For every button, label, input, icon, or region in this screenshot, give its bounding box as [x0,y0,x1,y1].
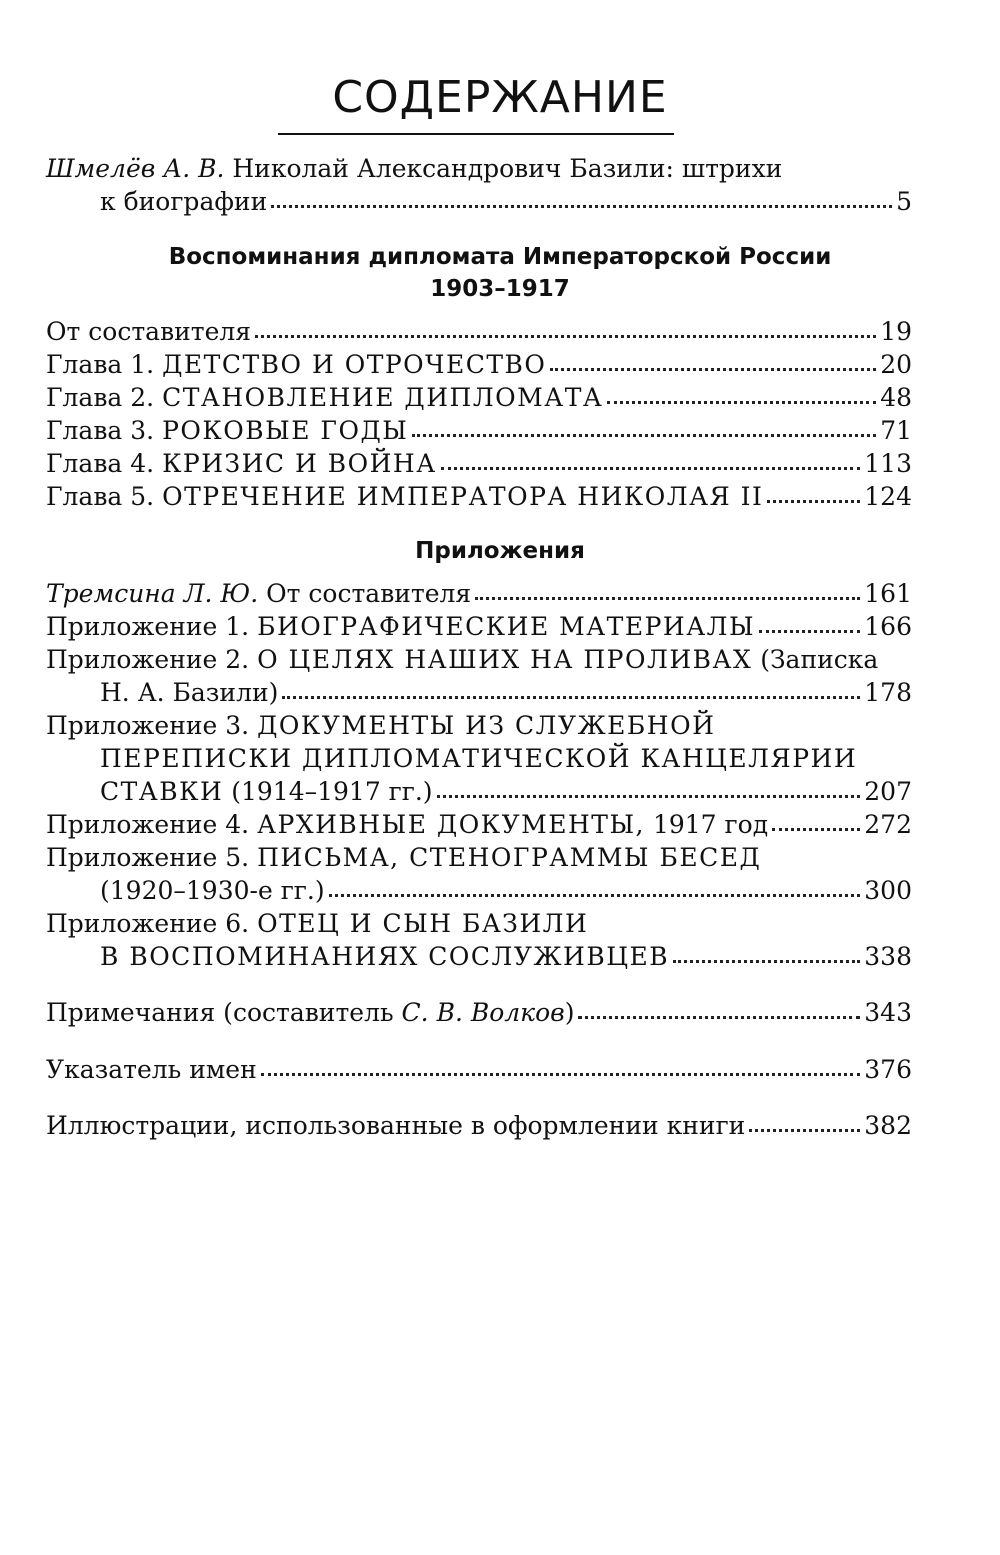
leader-dots [261,1072,861,1076]
toc-entry-appendix-3-cont [46,742,912,775]
toc-entry-chapter-1 [46,348,912,381]
toc-entry-author: Тремсина Л. Ю. [46,579,259,608]
toc-entry-page: 161 [864,579,912,608]
toc-entry-appendix-3-cont2 [46,775,912,808]
toc-entry-title-cont: ПЕРЕПИСКИ ДИПЛОМАТИЧЕСКОЙ КАНЦЕЛЯРИИ [100,744,858,773]
toc-entry-note: (Записка [760,645,879,674]
toc-entry-note: 1917 год [652,810,769,839]
leader-dots [255,334,876,338]
toc-entry-label: Глава 1. [46,350,155,379]
toc-intro-author: Шмелёв А. В. [46,154,225,183]
toc-entry-appendix-4 [46,808,912,841]
leader-dots [412,433,876,437]
toc-intro-title: Николай Александрович Базили: штрихи [232,154,783,183]
toc-entry-appendix-1 [46,610,912,643]
section-memoirs-heading [0,241,1000,305]
toc-entry-label: Глава 2. [46,383,155,412]
leader-dots [673,959,860,963]
toc-entry-title: БИОГРАФИЧЕСКИЕ МАТЕРИАЛЫ [257,612,756,641]
toc-entry-page: 178 [864,678,912,707]
leader-dots [475,596,860,600]
toc-entry-page: 376 [864,1055,912,1084]
leader-dots [550,367,876,371]
toc-entry-page: 300 [864,876,912,905]
toc-entry-title: ДОКУМЕНТЫ ИЗ СЛУЖЕБНОЙ [257,711,716,740]
toc-entry-label: Глава 4. [46,449,155,478]
toc-entry-appendix-6-cont [46,940,912,973]
toc-entry-label: Глава 3. [46,416,155,445]
toc-entry-index [46,1053,912,1086]
toc-entry-title-cont: В ВОСПОМИНАНИЯХ СОСЛУЖИВЦЕВ [100,942,670,971]
toc-entry-label: Приложение 5. [46,843,250,872]
section-appendices-heading: Приложения [415,538,585,564]
toc-entry-title-cont: (1920–1930-е гг.) [100,876,325,905]
toc-entry-page: 71 [880,416,912,445]
leader-dots [607,400,876,404]
leader-dots [749,1128,860,1132]
section-memoirs-heading-line2: 1903–1917 [430,276,570,302]
toc-entry-title: КРИЗИС И ВОЙНА [162,449,437,478]
leader-dots [441,466,861,470]
toc-entry-title: СТАНОВЛЕНИЕ ДИПЛОМАТА [162,383,604,412]
leader-dots [282,695,860,699]
toc-entry-label: Приложение 4. [46,810,250,839]
toc-memoirs-list [46,315,912,513]
title-underline [278,133,674,135]
toc-entry-appendix-2 [46,643,912,676]
toc-intro [46,152,912,218]
toc-entry-notes [46,996,912,1029]
toc-illustrations [46,1109,912,1142]
toc-entry-title: О ЦЕЛЯХ НАШИХ НА ПРОЛИВАХ [257,645,753,674]
leader-dots [437,794,861,798]
toc-entry-label: Указатель имен [46,1055,257,1084]
leader-dots [767,499,860,503]
leader-dots [772,827,860,831]
toc-entry-note: (1914–1917 гг.) [231,777,433,806]
toc-intro-line1 [46,152,912,185]
toc-index [46,1053,912,1086]
toc-entry-chapter-3 [46,414,912,447]
leader-dots [271,204,892,208]
page-title: СОДЕРЖАНИЕ [332,72,668,123]
toc-entry-page: 272 [864,810,912,839]
toc-entry-label: Приложение 6. [46,909,250,938]
toc-appendices-list [46,577,912,973]
toc-entry-compiler [46,315,912,348]
toc-entry-appendix-2-cont [46,676,912,709]
toc-entry-page: 338 [864,942,912,971]
toc-entry-title: ДЕТСТВО И ОТРОЧЕСТВО [162,350,547,379]
toc-entry-title: ОТРЕЧЕНИЕ ИМПЕРАТОРА НИКОЛАЯ II [162,482,764,511]
section-memoirs-heading-line1: Воспоминания дипломата Императорской России [168,244,832,270]
toc-entry-chapter-5 [46,480,912,513]
toc-entry-page: 20 [880,350,912,379]
toc-entry-person: С. В. Волков [401,998,565,1027]
toc-entry-page: 48 [880,383,912,412]
toc-entry-chapter-2 [46,381,912,414]
toc-entry-label: Примечания (составитель [46,998,394,1027]
toc-notes [46,996,912,1029]
toc-entry-label: Приложение 2. [46,645,250,674]
toc-entry-appendix-3 [46,709,912,742]
toc-intro-page: 5 [896,187,912,216]
toc-entry-illustrations [46,1109,912,1142]
toc-entry-page: 124 [864,482,912,511]
toc-entry-label: Глава 5. [46,482,155,511]
toc-entry-appendix-intro [46,577,912,610]
toc-entry-page: 382 [864,1111,912,1140]
toc-entry-appendix-5 [46,841,912,874]
toc-entry-suffix: ) [564,998,575,1027]
toc-entry-label: Приложение 1. [46,612,250,641]
toc-entry-appendix-6 [46,907,912,940]
toc-entry-label: Приложение 3. [46,711,250,740]
toc-entry-label: Иллюстрации, использованные в оформлении книги [46,1111,746,1140]
leader-dots [578,1015,860,1019]
toc-entry-title: РОКОВЫЕ ГОДЫ [162,416,409,445]
toc-entry-title: ПИСЬМА, СТЕНОГРАММЫ БЕСЕД [257,843,762,872]
toc-entry-title-cont: Н. А. Базили) [100,678,279,707]
toc-entry-page: 19 [880,317,912,346]
leader-dots [329,893,861,897]
toc-entry-page: 113 [864,449,912,478]
toc-entry-chapter-4 [46,447,912,480]
toc-entry-title: АРХИВНЫЕ ДОКУМЕНТЫ, [257,810,646,839]
toc-intro-title-cont: к биографии [100,187,268,216]
toc-entry-page: 207 [864,777,912,806]
toc-entry-title-cont: СТАВКИ [100,777,224,806]
toc-entry-page: 343 [864,998,912,1027]
toc-intro-line2 [46,185,912,218]
toc-entry-title: От составителя [266,579,472,608]
toc-entry-label: От составителя [46,317,252,346]
toc-entry-title: ОТЕЦ И СЫН БАЗИЛИ [257,909,589,938]
leader-dots [759,629,860,633]
toc-entry-page: 166 [864,612,912,641]
toc-entry-appendix-5-cont [46,874,912,907]
